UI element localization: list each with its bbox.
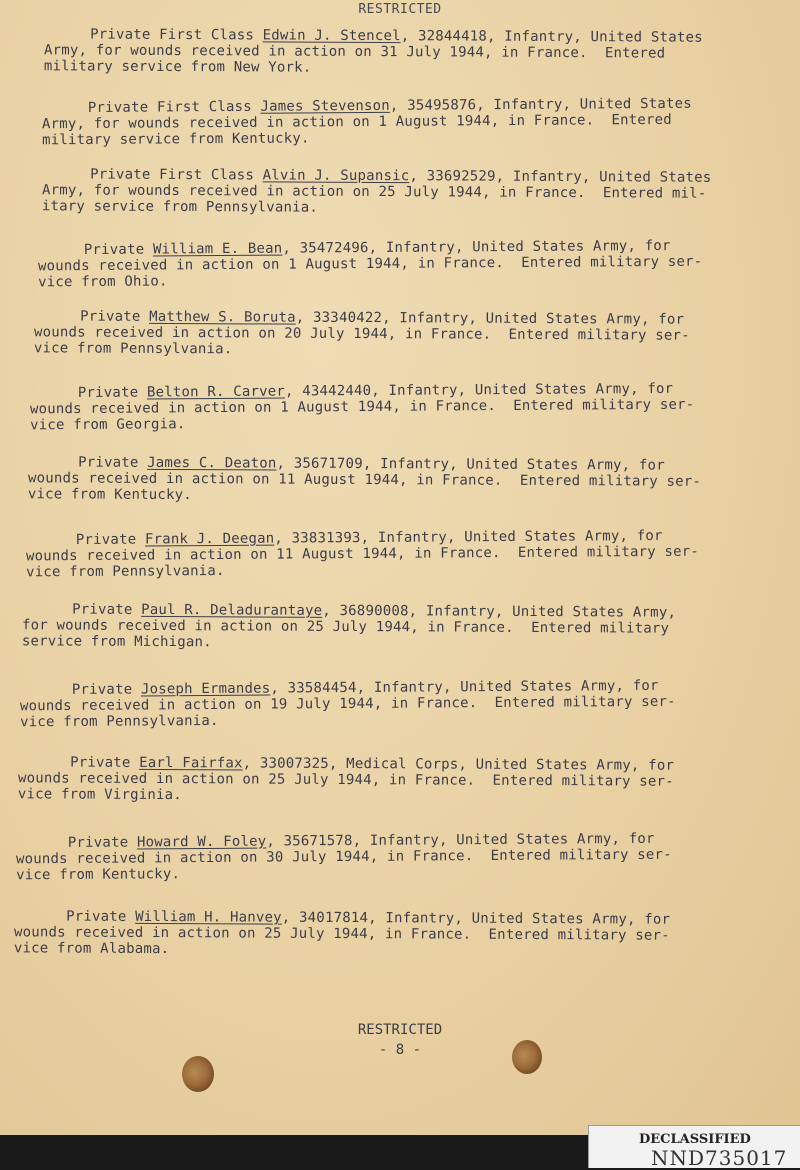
declassified-label: DECLASSIFIED: [639, 1132, 751, 1147]
rank: Private: [83, 241, 153, 258]
service-details: , 32844418, Infantry, United States: [400, 28, 703, 46]
citation-paragraph: [22, 601, 676, 652]
citation-line: vice from Pennsylvania.: [33, 340, 233, 358]
service-details: , 35472496, Infantry, United States Army, for: [282, 237, 671, 257]
declassified-number: NND735017: [651, 1146, 788, 1170]
citation-paragraph: [20, 678, 676, 731]
citation-paragraph: [30, 381, 695, 434]
soldier-name: Howard W. Foley: [136, 833, 267, 851]
soldier-name: Paul R. Deladurantaye: [141, 601, 323, 619]
service-details: , 33692529, Infantry, United States: [409, 168, 712, 186]
rank: Private: [67, 834, 137, 851]
rank: Private: [77, 384, 147, 401]
citation-line: wounds received in action on 20 July 1944, in France. Entered military ser-: [33, 324, 690, 344]
soldier-name: Edwin J. Stencel: [262, 27, 401, 45]
service-details: , 33584454, Infantry, United States Army, for: [270, 677, 659, 697]
service-details: , 33831393, Infantry, United States Army, for: [274, 527, 663, 547]
citation-line: Army, for wounds received in action on 31 July 1944, in France. Entered: [43, 42, 666, 62]
service-details: , 35495876, Infantry, United States: [389, 95, 692, 114]
citation-line: vice from Georgia.: [30, 416, 186, 434]
citation-line: wounds received in action on 11 August 1944, in France. Entered military ser-: [25, 543, 700, 565]
citation-paragraph: [42, 166, 712, 218]
rank: Private: [80, 308, 150, 325]
service-details: , 33007325, Medical Corps, United States Army, for: [242, 755, 675, 774]
citation-paragraph: [38, 238, 703, 291]
citation-line: wounds received in action on 1 August 1944, in France. Entered military ser-: [37, 253, 703, 275]
citation-line: Army, for wounds received in action on 1 August 1944, in France. Entered: [41, 111, 672, 133]
service-details: , 35671578, Infantry, United States Army, for: [266, 830, 655, 850]
citation-paragraph: [18, 754, 674, 805]
declassified-stamp: [588, 1125, 800, 1168]
service-details: , 36890008, Infantry, United States Army,: [322, 602, 677, 621]
citation-line: vice from Ohio.: [38, 273, 168, 291]
citation-line: service from Michigan.: [21, 633, 212, 651]
header-restricted: RESTRICTED: [358, 2, 442, 17]
citation-line: Army, for wounds received in action on 25 July 1944, in France. Entered mil-: [41, 182, 707, 202]
soldier-name: William H. Hanvey: [135, 908, 282, 926]
rank: Private: [70, 754, 140, 771]
rank: Private: [75, 531, 145, 549]
citation-line: vice from Virginia.: [17, 786, 182, 804]
citation-line: wounds received in action on 30 July 1944, in France. Entered military ser-: [15, 846, 672, 868]
rank: Private: [71, 681, 141, 698]
citation-line: vice from Pennsylvania.: [20, 712, 219, 731]
rank: Private First Class: [90, 26, 263, 44]
soldier-name: Joseph Ermandes: [140, 680, 271, 698]
citation-paragraph: [42, 96, 692, 149]
soldier-name: Belton R. Carver: [146, 383, 286, 401]
page-number: - 8 -: [378, 1042, 422, 1058]
soldier-name: James C. Deaton: [147, 454, 277, 472]
soldier-name: Alvin J. Supansic: [262, 167, 410, 185]
citation-paragraph: [14, 908, 670, 959]
citation-line: vice from Pennsylvania.: [26, 562, 225, 581]
service-details: , 35671709, Infantry, United States Army, for: [276, 455, 665, 474]
rank: Private First Class: [90, 166, 263, 184]
service-details: , 43442440, Infantry, United States Army, for: [284, 380, 674, 400]
citation-line: for wounds received in action on 25 July 1944, in France. Entered military: [21, 617, 670, 637]
rank: Private: [66, 908, 136, 925]
citation-line: itary service from Pennsylvania.: [41, 198, 319, 216]
soldier-name: Matthew S. Boruta: [149, 308, 296, 326]
citation-line: vice from Kentucky.: [16, 866, 181, 884]
citation-line: military service from New York.: [43, 58, 312, 76]
soldier-name: James Stevenson: [260, 97, 390, 115]
soldier-name: William E. Bean: [152, 240, 283, 258]
soldier-name: Frank J. Deegan: [144, 530, 275, 548]
footer-restricted: RESTRICTED: [357, 1022, 443, 1038]
citation-line: wounds received in action on 1 August 1944, in France. Entered military ser-: [29, 396, 695, 418]
citation-line: military service from Kentucky.: [42, 130, 310, 149]
service-details: , 33340422, Infantry, United States Army, for: [295, 309, 685, 328]
rank: Private: [72, 601, 142, 618]
citation-paragraph: [16, 831, 672, 884]
citation-paragraph: [26, 528, 699, 581]
citation-paragraph: [28, 454, 701, 506]
citation-paragraph: [34, 308, 690, 359]
rank: Private: [78, 454, 148, 471]
citation-line: wounds received in action on 11 August 1944, in France. Entered military ser-: [27, 470, 702, 490]
citation-line: vice from Kentucky.: [27, 486, 192, 504]
citation-paragraph: [44, 26, 703, 77]
rank: Private First Class: [87, 98, 261, 116]
service-details: , 34017814, Infantry, United States Army, for: [281, 909, 671, 928]
punch-hole-right: [512, 1040, 542, 1074]
citation-line: vice from Alabama.: [13, 940, 170, 958]
citation-line: wounds received in action on 25 July 1944, in France. Entered military ser-: [17, 770, 674, 790]
punch-hole-left: [182, 1056, 214, 1092]
soldier-name: Earl Fairfax: [139, 754, 243, 772]
citation-line: wounds received in action on 19 July 1944, in France. Entered military ser-: [19, 693, 676, 715]
citation-line: wounds received in action on 25 July 1944, in France. Entered military ser-: [13, 924, 670, 944]
